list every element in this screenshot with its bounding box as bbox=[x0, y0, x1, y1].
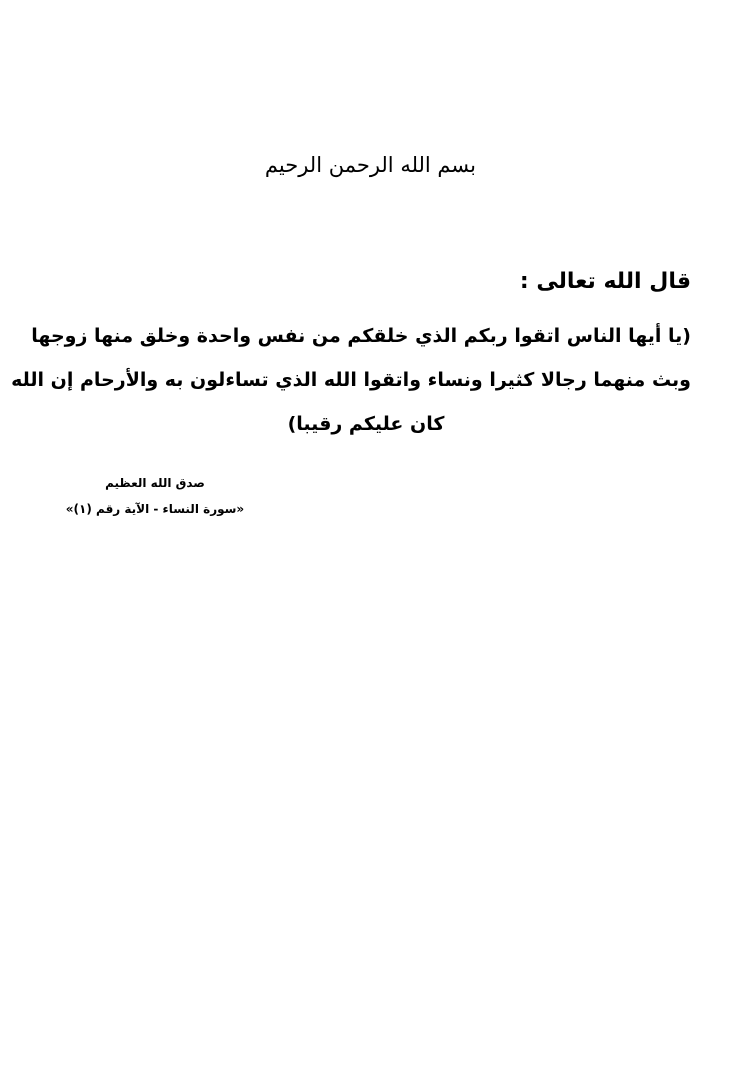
intro-heading: قال الله تعالى : bbox=[519, 269, 691, 294]
sadaqa-line: صدق الله العظيم bbox=[105, 476, 205, 490]
quran-verse bbox=[11, 314, 691, 446]
verse-line-1: (يا أيها الناس اتقوا ربكم الذي خلقكم من نفس واحدة وخلق منها زوجها bbox=[31, 325, 691, 347]
verse-line-2: وبث منهما رجالا كثيرا ونساء واتقوا الله الذي تساءلون به والأرحام إن الله bbox=[11, 369, 691, 391]
basmala-calligraphy: بسم الله الرحمن الرحيم bbox=[264, 153, 476, 177]
closing-attribution bbox=[60, 470, 250, 522]
verse-line-3: كان عليكم رقيبا) bbox=[287, 413, 445, 435]
surah-reference: «سورة النساء - الآية رقم (١)» bbox=[65, 502, 245, 516]
